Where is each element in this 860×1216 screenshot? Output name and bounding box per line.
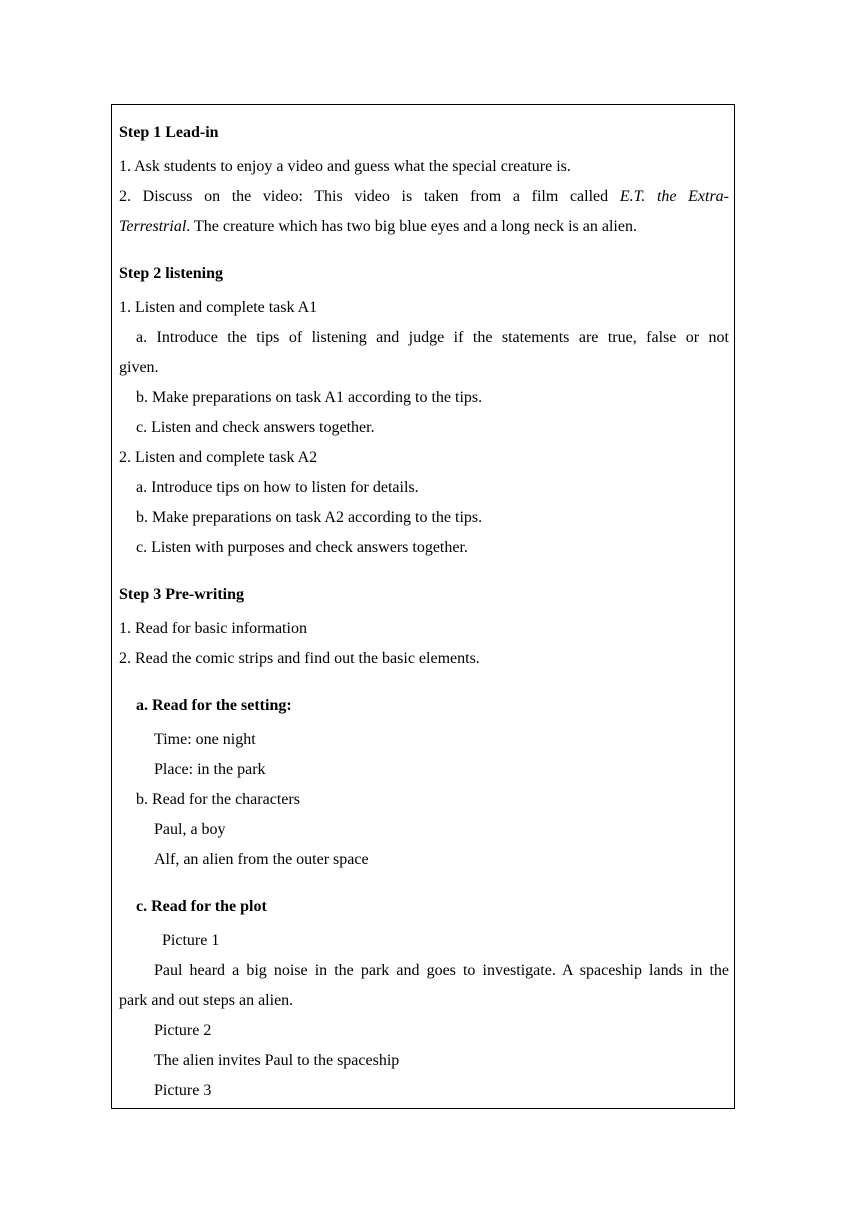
characters-heading: b. Read for the characters (136, 791, 300, 808)
step2-task1: 1. Listen and complete task A1 (119, 299, 318, 316)
step2-task2-b: b. Make preparations on task A2 according to the tips. (136, 509, 483, 526)
film-title-part2: Terrestrial (119, 218, 187, 235)
character-paul: Paul, a boy (154, 821, 226, 838)
step1-item2-line2 (119, 217, 729, 237)
picture1-text-line1: Paul heard a big noise in the park and goes to investigate. A spaceship lands in the (154, 962, 729, 979)
setting-time: Time: one night (154, 731, 256, 748)
step2-task1-c: c. Listen and check answers together. (136, 419, 375, 436)
step1-heading: Step 1 Lead-in (119, 124, 219, 141)
step2-task2-c: c. Listen with purposes and check answers together. (136, 539, 468, 556)
setting-place: Place: in the park (154, 761, 266, 778)
step2-task1-a-line2: given. (119, 359, 159, 376)
setting-heading: a. Read for the setting: (136, 697, 292, 714)
step1-item2-prefix: 2. Discuss on the video: This video is taken from a film called (119, 188, 620, 205)
step3-item2: 2. Read the comic strips and find out the basic elements. (119, 650, 480, 667)
step2-task2-a: a. Introduce tips on how to listen for details. (136, 479, 419, 496)
step3-heading: Step 3 Pre-writing (119, 586, 245, 603)
picture3-label: Picture 3 (154, 1082, 212, 1099)
plot-heading: c. Read for the plot (136, 898, 267, 915)
picture1-label: Picture 1 (162, 932, 220, 949)
step3-item1: 1. Read for basic information (119, 620, 307, 637)
character-alf: Alf, an alien from the outer space (154, 851, 369, 868)
film-title-part1: E.T. the Extra- (619, 188, 730, 205)
picture2-text: The alien invites Paul to the spaceship (154, 1052, 400, 1069)
step2-task2: 2. Listen and complete task A2 (119, 449, 318, 466)
lesson-plan-table-cell (111, 104, 735, 1109)
step2-task1-a-line1: a. Introduce the tips of listening and judge if the statements are true, false or not (136, 329, 729, 346)
picture1-text-line2: park and out steps an alien. (119, 992, 294, 1009)
step2-task1-b: b. Make preparations on task A1 according to the tips. (136, 389, 483, 406)
step1-item2-suffix: . The creature which has two big blue eyes and a long neck is an alien. (186, 218, 637, 235)
picture2-label: Picture 2 (154, 1022, 212, 1039)
step1-item2-line1 (119, 187, 729, 207)
step2-heading: Step 2 listening (119, 265, 224, 282)
step1-item1: 1. Ask students to enjoy a video and guess what the special creature is. (119, 158, 571, 175)
